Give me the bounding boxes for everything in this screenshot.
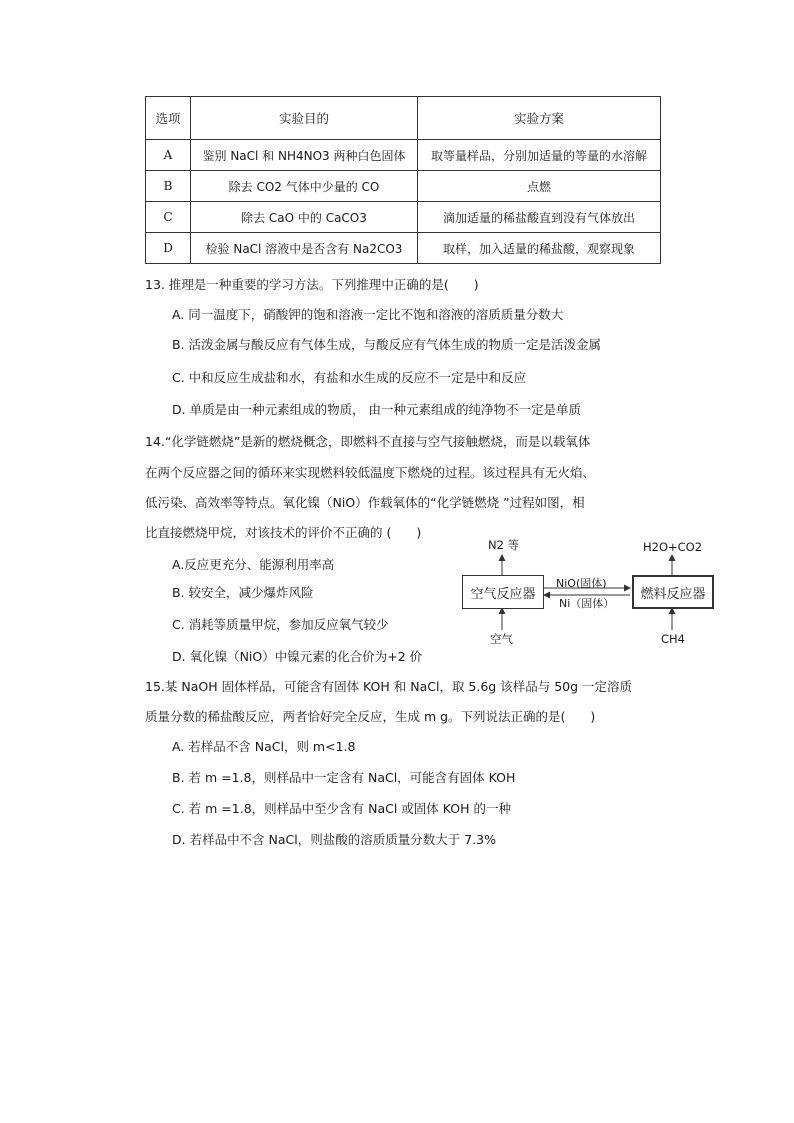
chemical-looping-diagram: [460, 535, 720, 650]
row-purpose: 除去 CO2 气体中少量的 CO: [191, 171, 418, 202]
q14-option-a: A.反应更充分、能源利用率高: [172, 557, 335, 572]
header-plan: 实验方案: [418, 97, 661, 140]
q15-option-d: D. 若样品中不含 NaCl，则盐酸的溶质质量分数大于 7.3%: [172, 832, 496, 847]
fuel-reactor-label: 燃料反应器: [640, 586, 706, 602]
q14-stem-line: 14.“化学链燃烧”是新的燃烧概念，即燃料不直接与空气接触燃烧，而是以载氧体: [145, 434, 591, 449]
q15-option-a: A. 若样品不含 NaCl，则 m<1.8: [172, 739, 356, 754]
fuel-reactor-box: [632, 575, 714, 609]
q14-option-b: B. 较安全，减少爆炸风险: [172, 585, 314, 600]
air-reactor-box: [462, 575, 544, 609]
table-row: [146, 233, 661, 264]
q14-option-d: D. 氧化镍（NiO）中镍元素的化合价为+2 价: [172, 649, 423, 664]
q15-stem-line: 15.某 NaOH 固体样品，可能含有固体 KOH 和 NaCl，取 5.6g 该样品与 50g 一定溶质: [145, 679, 633, 694]
q13-option-d: D. 单质是由一种元素组成的物质， 由一种元素组成的纯净物不一定是单质: [172, 402, 582, 417]
q15-option-b: B. 若 m =1.8，则样品中一定含有 NaCl，可能含有固体 KOH: [172, 770, 516, 785]
row-purpose: 除去 CaO 中的 CaCO3: [191, 202, 418, 233]
q14-stem-line: 比直接燃烧甲烷，对该技术的评价不正确的 ( ): [145, 525, 422, 540]
experiment-table: [145, 96, 661, 264]
n2-label: N2 等: [488, 538, 520, 552]
row-option: D: [146, 233, 191, 264]
table-row: [146, 140, 661, 171]
row-option: C: [146, 202, 191, 233]
row-plan: 点燃: [418, 171, 661, 202]
row-plan: 滴加适量的稀盐酸直到没有气体放出: [418, 202, 661, 233]
ni-label: Ni（固体）: [559, 597, 615, 610]
q15-stem-line: 质量分数的稀盐酸反应，两者恰好完全反应，生成 m g。下列说法正确的是( ): [145, 709, 596, 724]
row-option: A: [146, 140, 191, 171]
q14-stem-line: 低污染、高效率等特点。氧化镍（NiO）作载氧体的“化学链燃烧 ”过程如图，相: [145, 495, 585, 510]
header-option: 选项: [146, 97, 191, 140]
nio-label: NiO(固体): [556, 577, 607, 590]
h2o-co2-label: H2O+CO2: [643, 540, 703, 554]
q14-stem-line: 在两个反应器之间的循环来实现燃料较低温度下燃烧的过程。该过程具有无火焰、: [145, 465, 596, 480]
table-row: [146, 171, 661, 202]
table-header-row: [146, 97, 661, 140]
q13-option-a: A. 同一温度下，硝酸钾的饱和溶液一定比不饱和溶液的溶质质量分数大: [172, 307, 564, 322]
row-purpose: 鉴别 NaCl 和 NH4NO3 两种白色固体: [191, 140, 418, 171]
q13-option-b: B. 活泼金属与酸反应有气体生成，与酸反应有气体生成的物质一定是活泼金属: [172, 337, 602, 352]
q14-option-c: C. 消耗等质量甲烷，参加反应氧气较少: [172, 617, 389, 632]
row-plan: 取等量样品，分别加适量的等量的水溶解: [418, 140, 661, 171]
q13-option-c: C. 中和反应生成盐和水，有盐和水生成的反应不一定是中和反应: [172, 370, 527, 385]
header-purpose: 实验目的: [191, 97, 418, 140]
table-row: [146, 202, 661, 233]
ch4-label: CH4: [661, 632, 685, 646]
q15-option-c: C. 若 m =1.8，则样品中至少含有 NaCl 或固体 KOH 的一种: [172, 801, 512, 816]
q13-stem: 13. 推理是一种重要的学习方法。下列推理中正确的是( ): [145, 277, 479, 292]
row-purpose: 检验 NaCl 溶液中是否含有 Na2CO3: [191, 233, 418, 264]
air-reactor-label: 空气反应器: [470, 586, 536, 602]
row-plan: 取样，加入适量的稀盐酸，观察现象: [418, 233, 661, 264]
row-option: B: [146, 171, 191, 202]
air-label: 空气: [490, 632, 513, 646]
